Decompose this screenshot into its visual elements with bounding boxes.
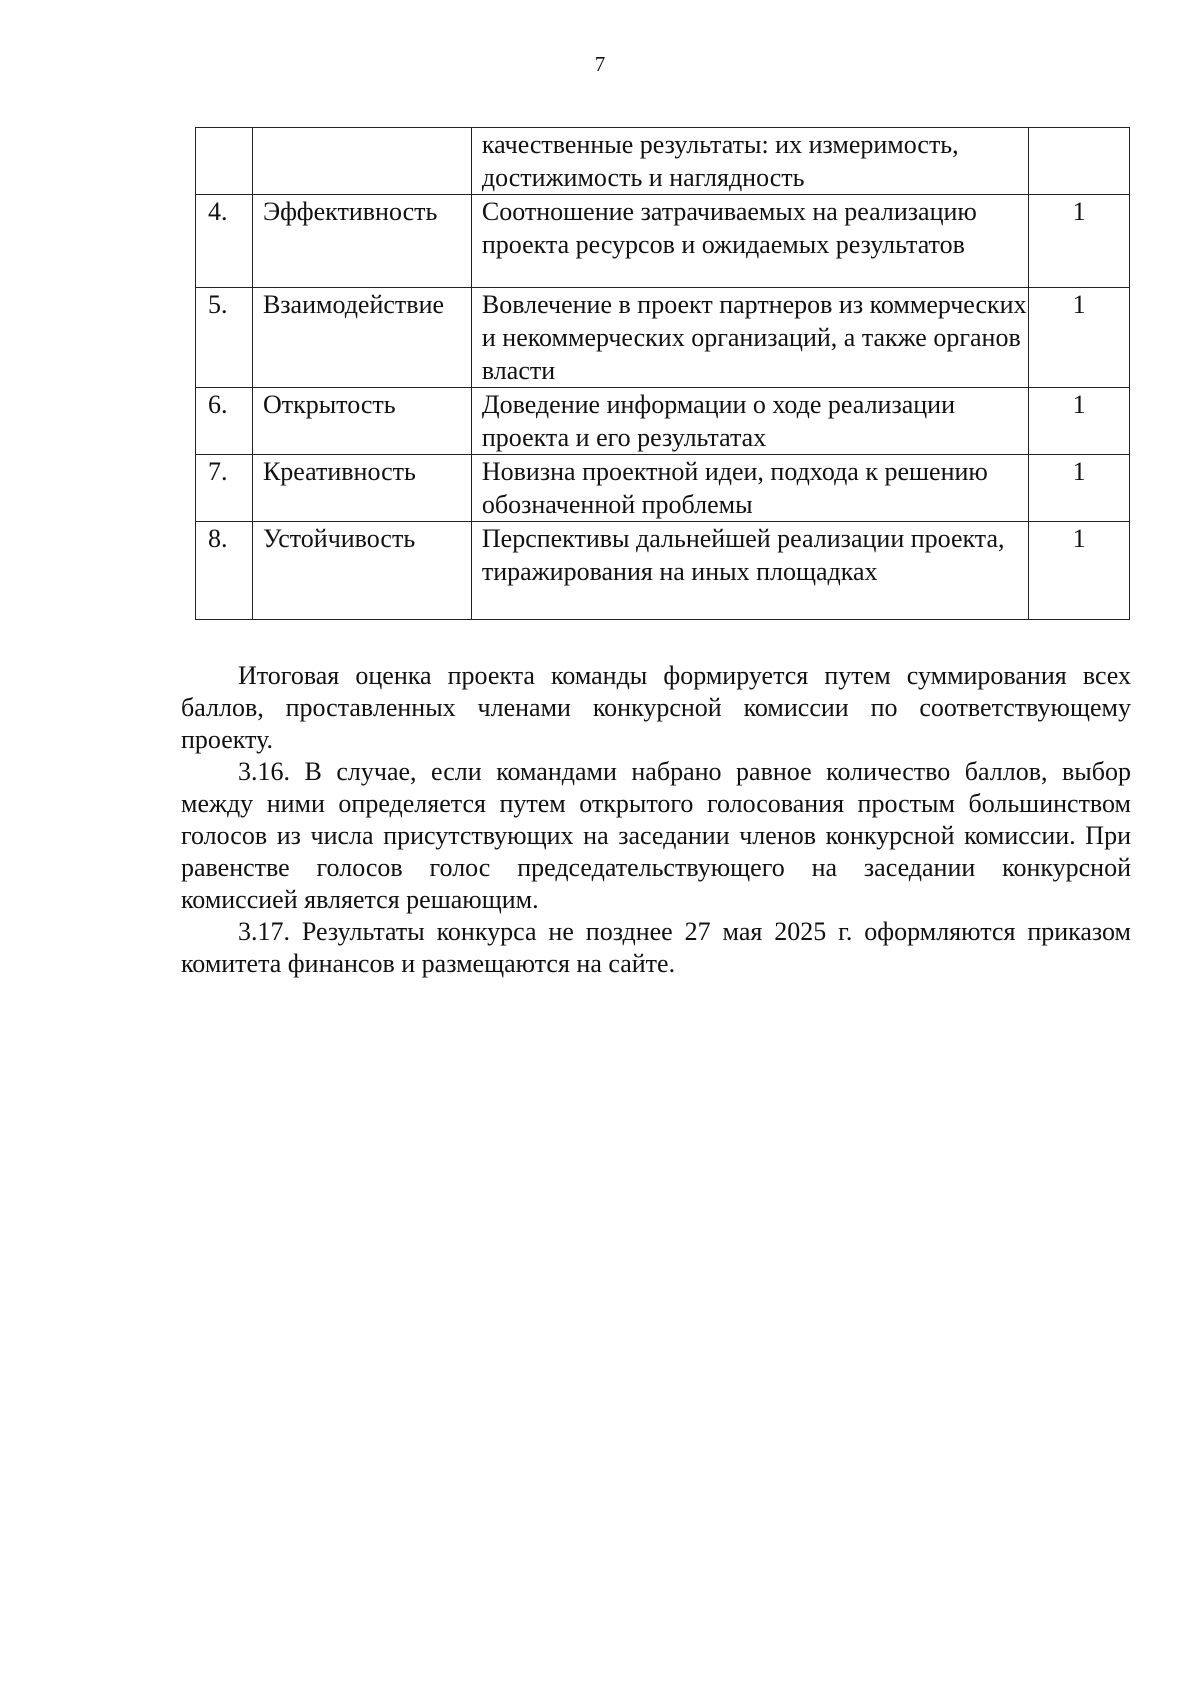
criterion-score: 1 — [1029, 288, 1130, 388]
table-row — [196, 288, 1130, 388]
criterion-description: Новизна проектной идеи, подхода к решению обозначенной проблемы — [471, 455, 1028, 522]
row-number: 4. — [196, 195, 253, 288]
body-text — [181, 660, 1131, 980]
criterion-score: 1 — [1029, 388, 1130, 455]
criterion-score: 1 — [1029, 195, 1130, 288]
criterion-description: Вовлечение в проект партнеров из коммерческих и некоммерческих организаций, а также органов власти — [471, 288, 1028, 388]
criterion-description: Перспективы дальнейшей реализации проекта, тиражирования на иных площадках — [471, 522, 1028, 620]
criterion-description: Доведение информации о ходе реализации проекта и его результатах — [471, 388, 1028, 455]
page-number: 7 — [594, 52, 606, 76]
table-row — [196, 522, 1130, 620]
row-number — [196, 128, 253, 195]
row-number: 7. — [196, 455, 253, 522]
criterion-name: Креативность — [252, 455, 471, 522]
criterion-name: Открытость — [252, 388, 471, 455]
criteria-table — [195, 127, 1130, 620]
criterion-name: Устойчивость — [252, 522, 471, 620]
criterion-score: 1 — [1029, 522, 1130, 620]
table-row — [196, 455, 1130, 522]
criterion-description: Соотношение затрачиваемых на реализацию проекта ресурсов и ожидаемых результатов — [471, 195, 1028, 288]
table-row — [196, 195, 1130, 288]
table-row — [196, 128, 1130, 195]
criterion-score: 1 — [1029, 455, 1130, 522]
row-number: 5. — [196, 288, 253, 388]
criterion-name: Взаимодействие — [252, 288, 471, 388]
row-number: 6. — [196, 388, 253, 455]
paragraph-total-score: Итоговая оценка проекта команды формируется путем суммирования всех баллов, проставленных членами конкурсной комиссии по соответствующему проекту. — [181, 661, 1131, 754]
criterion-name: Эффективность — [252, 195, 471, 288]
row-number: 8. — [196, 522, 253, 620]
criterion-name — [252, 128, 471, 195]
paragraph-3-16: 3.16. В случае, если командами набрано равное количество баллов, выбор между ними определяется путем открытого голосования простым большинством голосов из числа присутствующих на заседании членов конкурсной комиссии. При равенстве голосов голос председательствующего на заседании конкурсной комиссией является решающим. — [181, 757, 1131, 914]
table-row — [196, 388, 1130, 455]
criterion-score — [1029, 128, 1130, 195]
paragraph-3-17: 3.17. Результаты конкурса не позднее 27 мая 2025 г. оформляются приказом комитета финансов и размещаются на сайте. — [181, 917, 1131, 978]
criterion-description: качественные результаты: их измеримость, достижимость и наглядность — [471, 128, 1028, 195]
